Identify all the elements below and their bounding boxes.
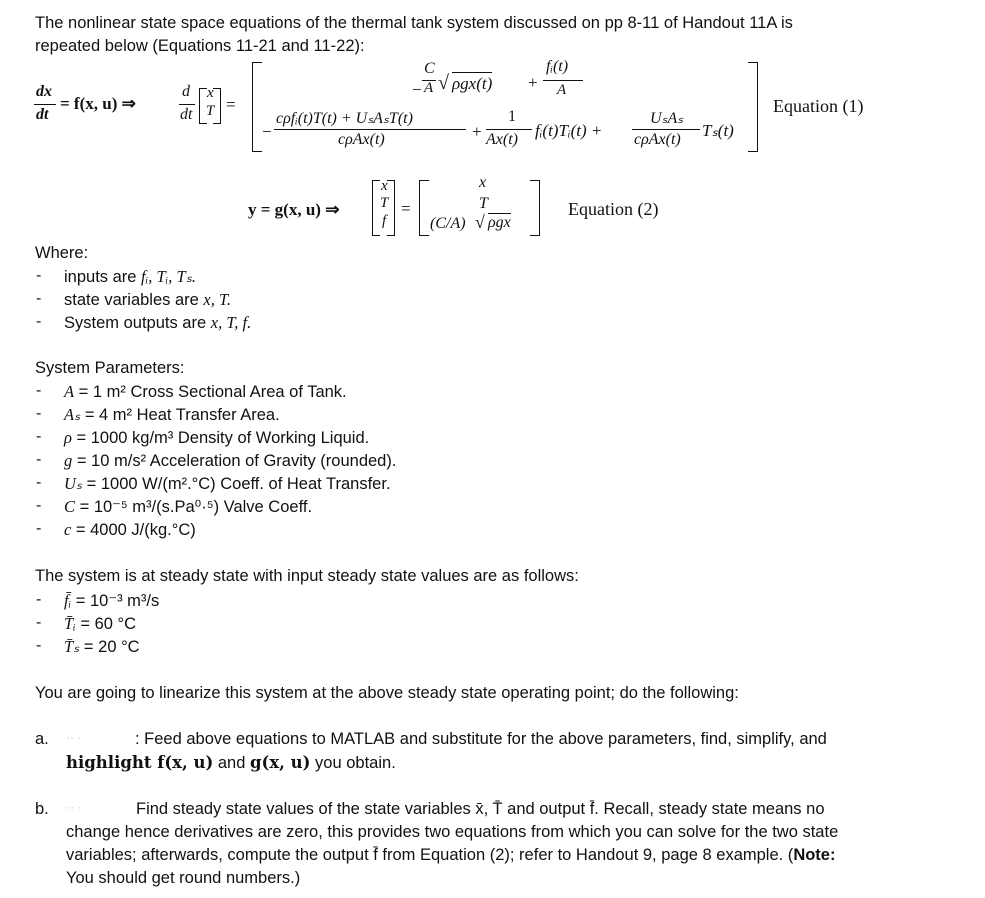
row2-minus: − [262,122,272,141]
param-dash-4: - [36,451,42,468]
row1-C: C [424,60,435,77]
where-item-2-text: state variables are [64,291,204,309]
task-b-line-3 [66,846,835,865]
steady-dash-2: - [36,614,42,631]
row2-plus: + [472,122,482,141]
equation-1-label: Equation (1) [773,96,864,116]
row2-frac3-den: cρAx(t) [634,131,681,148]
param-2-sym: Aₛ [64,405,81,424]
param-dash-2: - [36,405,42,422]
param-7-sym: c [64,520,72,539]
row2-mid: fᵢ(t)Tᵢ(t) + [535,121,603,140]
equation-2-label: Equation (2) [568,199,659,219]
eq2-r3: (C/A) [430,215,466,232]
task-a-line-1: : Feed above equations to MATLAB and substitute for the above parameters, find, simplify, and [135,730,827,748]
state-vector-T: T [206,103,215,119]
param-4-sym: g [64,451,73,470]
row1-sqrt-content: ρgx(t) [452,74,493,93]
steady-dash-3: - [36,637,42,654]
row1-minus: − [412,80,422,99]
sqrt-sign: √ [438,72,449,94]
row2-frac1-num: cρfᵢ(t)T(t) + UₛAₛT(t) [276,110,413,127]
intro-line-2: repeated below (Equations 11-21 and 11-22): [35,37,365,55]
out-vector-f: f [382,213,387,229]
row1-A: A [424,80,434,96]
eq2-equals: = [401,199,411,218]
task-b-note: Note: [793,846,836,864]
param-item-2 [64,405,280,425]
row2-frac3-num: UₛAₛ [650,110,684,127]
steady-2-eq: = 60 °C [75,615,137,633]
intro-line-1: The nonlinear state space equations of the thermal tank system discussed on pp 8-11 of Handout 11A is [35,14,793,32]
param-item-7 [64,520,196,540]
eq1-equals: = [226,95,236,114]
param-3-sym: ρ [64,428,72,447]
row2-frac2-den: Ax(t) [486,131,518,148]
param-5-sym: Uₛ [64,474,83,493]
task-a-and: and [213,754,250,772]
steady-3-sym: T̄ₛ [64,637,80,656]
steady-title: The system is at steady state with input steady state values are as follows: [35,567,579,585]
sqrt-sign-2: √ [475,212,485,232]
task-a-redacted: ·· · [66,730,82,744]
param-item-1 [64,382,347,402]
task-b-line-3-text: variables; afterwards, compute the output f̄ from Equation (2); refer to Handout 9, page 8 example. ( [66,846,794,864]
where-dash-3: - [36,313,42,330]
param-item-5 [64,474,391,494]
where-item-3-text: System outputs are [64,314,211,332]
where-item-3 [64,313,251,333]
where-item-1-math: fᵢ, Tᵢ, Tₛ. [141,267,196,286]
param-7-eq: = 4000 J/(kg.°C) [71,521,196,539]
task-b-line-4: You should get round numbers.) [66,869,301,887]
steady-dash-1: - [36,591,42,608]
eq2-r3-sqrt: ρgx [488,214,511,231]
task-a-label: a. [35,730,49,748]
steady-item-3 [64,637,140,657]
dt-denominator: dt [36,106,49,123]
task-a-end: you obtain. [310,754,396,772]
param-2-eq: = 4 m² Heat Transfer Area. [80,406,280,424]
eq2-r1: x [479,174,487,191]
row2-end: Tₛ(t) [702,121,734,140]
steady-item-1 [64,591,159,611]
row2-frac2-num: 1 [508,108,516,125]
param-item-3 [64,428,369,448]
task-b-line-2: change hence derivatives are zero, this provides two equations from which you can solve for the two state [66,823,839,841]
steady-1-eq: = 10⁻³ m³/s [71,592,160,610]
row1-plus: + [528,73,538,92]
task-b-label: b. [35,800,49,818]
steady-2-sym: T̄ᵢ [64,614,76,633]
param-1-eq: = 1 m² Cross Sectional Area of Tank. [74,383,347,401]
d-denominator: dt [180,106,193,123]
param-6-sym: C [64,497,76,516]
where-item-1-text: inputs are [64,268,142,286]
param-dash-6: - [36,497,42,514]
where-item-2 [64,290,231,310]
param-dash-3: - [36,428,42,445]
steady-3-eq: = 20 °C [79,638,140,656]
param-item-4 [64,451,396,471]
task-b-line-1: Find steady state values of the state variables x̄, T̄ and output f̄. Recall, steady state means no [136,800,825,818]
task-a-g-highlight: g(x, u) [249,753,311,772]
steady-item-2 [64,614,136,634]
steady-1-sym: f̄ᵢ [64,591,72,610]
param-dash-5: - [36,474,42,491]
where-item-3-math: x, T, f. [210,313,252,332]
row1-frac-num: fᵢ(t) [546,58,569,75]
eq1-lhs: = f(x, u) ⇒ [60,94,136,113]
row2-frac1-den: cρAx(t) [338,131,385,148]
task-a-f-highlight: highlight f(x, u) [66,753,214,772]
param-6-eq: = 10⁻⁵ m³/(s.Pa⁰·⁵) Valve Coeff. [75,498,313,516]
task-intro: You are going to linearize this system at the above steady state operating point; do the following: [35,684,739,702]
eq2-lhs: y = g(x, u) ⇒ [248,200,340,219]
where-dash-2: - [36,290,42,307]
where-title: Where: [35,244,89,262]
where-item-2-math: x, T. [203,290,232,309]
param-5-eq: = 1000 W/(m².°C) Coeff. of Heat Transfer. [82,475,391,493]
param-item-6 [64,497,312,517]
task-a-line-2 [66,753,396,773]
eq2-r2: T [479,195,488,212]
d-numerator: d [182,83,190,100]
param-dash-1: - [36,382,42,399]
dx-numerator: dx [36,83,52,100]
out-vector-x: x [381,178,388,194]
row1-frac-den: A [557,82,567,98]
param-3-eq: = 1000 kg/m³ Density of Working Liquid. [71,429,370,447]
where-dash-1: - [36,267,42,284]
param-4-eq: = 10 m/s² Acceleration of Gravity (rounded). [72,452,397,470]
params-title: System Parameters: [35,359,185,377]
task-b-redacted: ·· · [66,800,82,814]
out-vector-T: T [380,195,389,211]
param-dash-7: - [36,520,42,537]
where-item-1 [64,267,196,287]
state-vector-x: x [207,85,214,101]
param-1-sym: A [64,382,75,401]
